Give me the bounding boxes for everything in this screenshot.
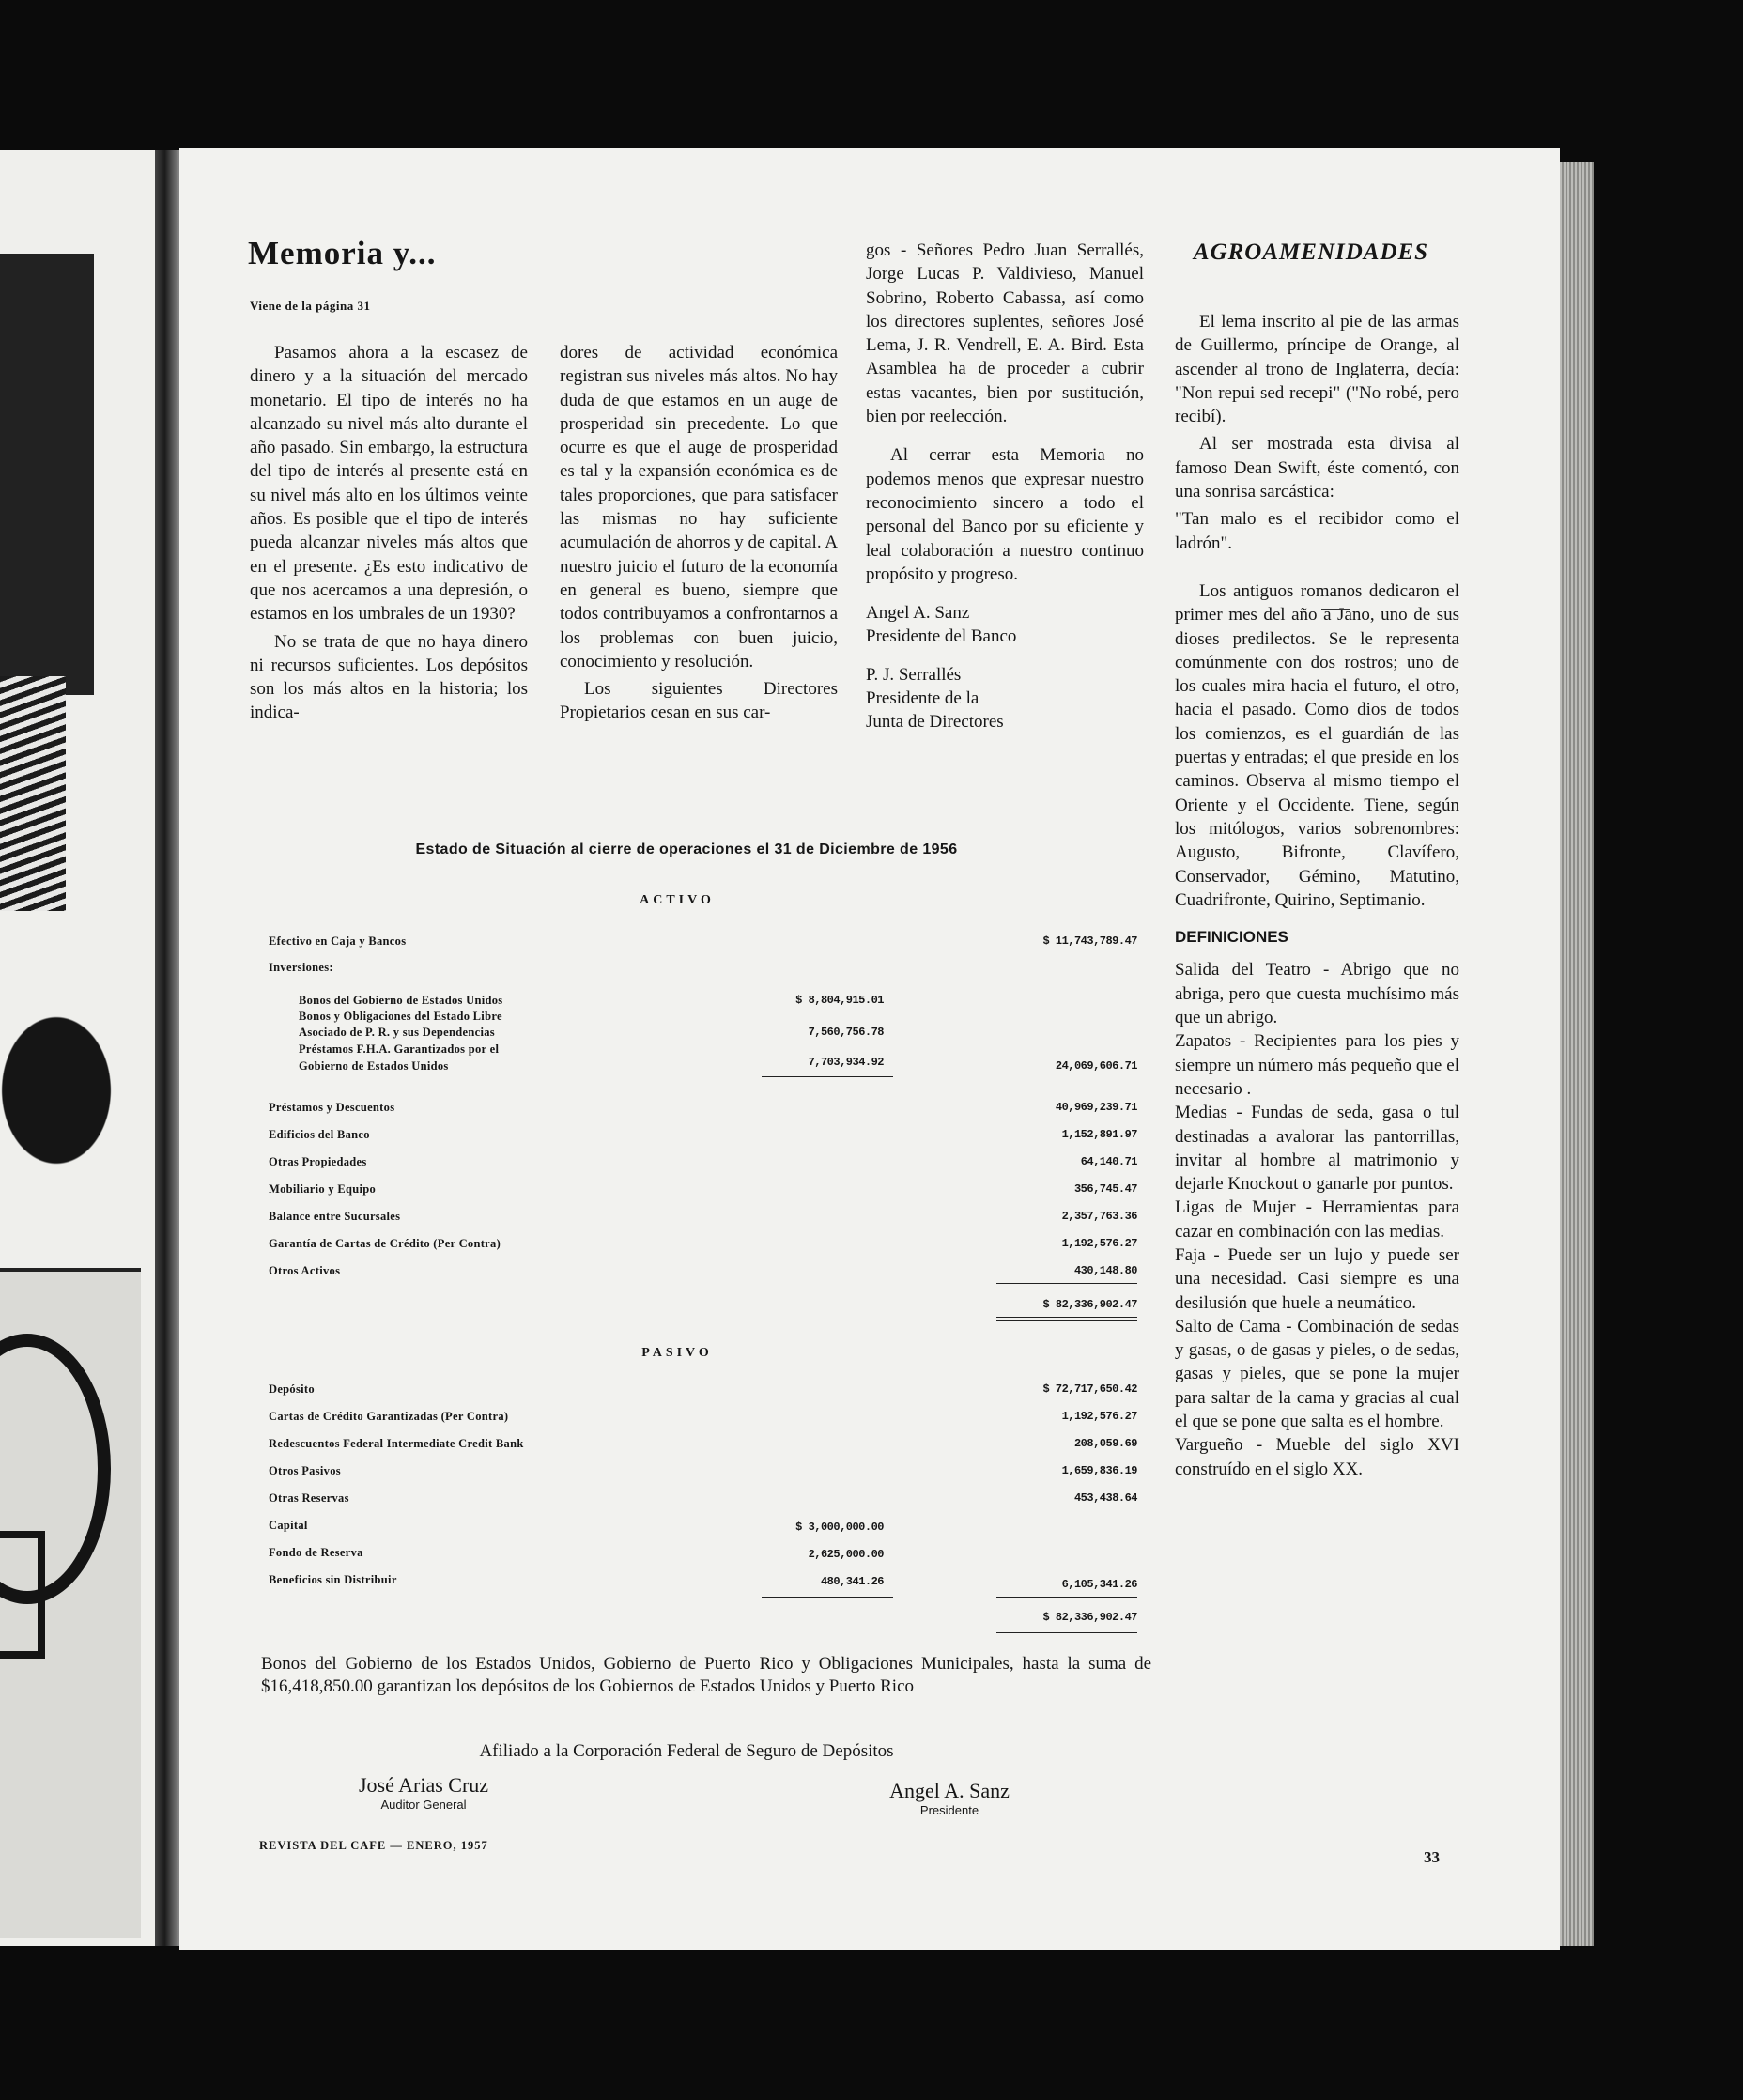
inversiones-total: 24,069,606.71 xyxy=(1055,1059,1137,1073)
deposito-total: $ 72,717,650.42 xyxy=(1042,1382,1137,1396)
magazine-footer: REVISTA DEL CAFE — ENERO, 1957 xyxy=(259,1839,488,1852)
inversiones-label: Inversiones: xyxy=(269,961,333,974)
signer-title: Presidente del Banco xyxy=(866,626,1017,647)
total-rule xyxy=(996,1597,1137,1598)
paragraph: Pasamos ahora a la escasez de dinero y a la situación del mercado monetario. El tipo de interés no ha alcanzado su nivel más alto durante el año pasado. Sin embargo, la estructura del tipo de interés al presente está en su nivel más alto en los últimos veinte años. Es posible que el tipo de interés pueda alcanzar niveles más altos que en el presente. ¿Es esto indicativo de que nos acercamos a una depresión, o estamos en los umbrales de un 1930? xyxy=(250,343,528,625)
otros-activos-total: 430,148.80 xyxy=(1073,1264,1137,1277)
illustration-frame xyxy=(0,1531,45,1659)
activo-grand-total: $ 82,336,902.47 xyxy=(1042,1298,1137,1311)
balance-label: Balance entre Sucursales xyxy=(269,1210,401,1223)
otras-propiedades-label: Otras Propiedades xyxy=(269,1155,367,1168)
prestamos-fha-amount: 7,703,934.92 xyxy=(808,1056,884,1069)
definition: Faja - Puede ser un lujo y puede ser una necesidad. Casi siempre es una desilusión que huele a neumático. xyxy=(1175,1244,1459,1313)
otros-pasivos-total: 1,659,836.19 xyxy=(1061,1464,1137,1477)
subtotal-rule xyxy=(762,1597,893,1598)
edificios-total: 1,152,891.97 xyxy=(1061,1128,1137,1141)
sidebar-column xyxy=(1175,310,1459,1481)
continued-from: Viene de la página 31 xyxy=(250,299,371,313)
double-rule-bottom xyxy=(996,1632,1137,1633)
signer-name: Angel A. Sanz xyxy=(866,603,970,624)
definition: Vargueño - Mueble del siglo XVI construído en el siglo XX. xyxy=(1175,1435,1459,1479)
article-title: Memoria y... xyxy=(248,235,437,271)
auditor-title: Auditor General xyxy=(380,1798,467,1812)
deposit-guarantee-note: Bonos del Gobierno de los Estados Unidos, Gobierno de Puerto Rico y Obligaciones Municipales, hasta la suma de $16,418,850.00 garantizan los depósitos de los Gobiernos de Estados Unidos y Puerto Rico xyxy=(261,1654,1151,1696)
definition: Ligas de Mujer - Herramientas para cazar en combinación con las medias. xyxy=(1175,1197,1459,1242)
pasivo-heading: PASIVO xyxy=(641,1346,713,1360)
signer-name: P. J. Serrallés xyxy=(866,665,962,686)
book-gutter xyxy=(155,150,179,1946)
affiliation: Afiliado a la Corporación Federal de Seguro de Depósitos xyxy=(479,1741,894,1761)
bonos-obligaciones-label-2: Asociado de P. R. y sus Dependencias xyxy=(299,1026,495,1039)
signer-title: Junta de Directores xyxy=(866,712,1004,733)
illustration-hatched-block xyxy=(0,676,66,911)
sidebar-title: AGROAMENIDADES xyxy=(1193,239,1429,265)
auditor-name: José Arias Cruz xyxy=(358,1773,489,1797)
illustration-dark-block xyxy=(0,254,94,695)
facing-page-illustration xyxy=(0,150,169,1946)
article-column-2 xyxy=(560,341,838,729)
activo-heading: ACTIVO xyxy=(640,893,715,907)
article-column-3 xyxy=(866,239,1144,733)
paragraph: Los antiguos romanos dedicaron el primer mes del año a Jano, uno de sus dioses predilectos. Se le representa comúnmente con dos rostros; uno de los cuales mira hacia el futuro, el otro, hacia el pasado. Como dios de todos los comienzos, es el guardián de las puertas y entradas; el que preside en los caminos. Observa al mismo tiempo el Oriente y el Occidente. Tiene, según los mitólogos, varios sobrenombres: Augusto, Bifronte, Clavífero, Conservador, Gémino, Matutino, Cuadrifronte, Quirino, Septimanio. xyxy=(1175,580,1459,910)
paragraph: No se trata de que no haya dinero ni recursos suficientes. Los depósitos son los más altos en la historia; los indica- xyxy=(250,631,528,723)
signature-1 xyxy=(866,601,1144,648)
otros-activos-label: Otros Activos xyxy=(269,1264,341,1277)
subtotal-rule xyxy=(762,1076,893,1077)
fondo-reserva-label: Fondo de Reserva xyxy=(269,1546,363,1559)
prestamos-fha-label: Préstamos F.H.A. Garantizados por el xyxy=(299,1042,500,1056)
paragraph: Al cerrar esta Memoria no podemos menos que expresar nuestro reconocimiento sincero a todo el personal del Banco por su eficiente y leal colaboración a nuestro continuo propósito y progreso. xyxy=(866,445,1144,584)
page-number: 33 xyxy=(1424,1848,1440,1866)
definition: Zapatos - Recipientes para los pies y siempre un número más pequeño que el necesario . xyxy=(1175,1031,1459,1099)
separator-dash xyxy=(1321,609,1350,610)
definition: Salida del Teatro - Abrigo que no abriga, pero que cuesta muchísimo más que un abrigo. xyxy=(1175,960,1459,1028)
definitions-title: DEFINICIONES xyxy=(1175,928,1288,947)
paragraph: El lema inscrito al pie de las armas de Guillermo, príncipe de Orange, al ascender al trono de Inglaterra, decía: "Non repui sed recepi" ("No robé, pero recibí). xyxy=(1175,312,1459,427)
double-rule-top xyxy=(996,1317,1137,1318)
garantia-label: Garantía de Cartas de Crédito (Per Contra) xyxy=(269,1237,501,1250)
illustration-figure xyxy=(0,977,141,1183)
redescuentos-total: 208,059.69 xyxy=(1073,1437,1137,1450)
paragraph: Los siguientes Directores Propietarios cesan en sus car- xyxy=(560,679,838,723)
pasivo-grand-total: $ 82,336,902.47 xyxy=(1042,1611,1137,1624)
efectivo-total: $ 11,743,789.47 xyxy=(1042,934,1137,948)
paragraph: dores de actividad económica registran sus niveles más altos. No hay duda de que estamos en un auge de prosperidad sin precedente. Lo que ocurre es que el auge de prosperidad es tal y la expansión económica es de tales proporciones, que para satisfacer las mismas no hay suficiente acumulación de ahorros y de capital. A nuestro juicio el futuro de la economía en general es bueno, siempre que todos contribuyamos a confrontarnos a los problemas con buen juicio, conocimiento y resolución. xyxy=(560,343,838,672)
otras-reservas-label: Otras Reservas xyxy=(269,1491,349,1505)
garantia-total: 1,192,576.27 xyxy=(1061,1237,1137,1250)
definition: Salto de Cama - Combinación de sedas y gasas, o de gasas y pieles, o de sedas, gasas y pieles, que se pone la mujer para saltar de la cama y gracias al cual el que se pone que salta es el hombre. xyxy=(1175,1316,1459,1432)
otros-pasivos-label: Otros Pasivos xyxy=(269,1464,341,1477)
article-column-1 xyxy=(250,341,528,729)
mobiliario-label: Mobiliario y Equipo xyxy=(269,1182,377,1196)
spacer xyxy=(1175,559,1459,579)
efectivo-label: Efectivo en Caja y Bancos xyxy=(269,934,407,948)
total-rule xyxy=(996,1283,1137,1284)
prestamos-label: Préstamos y Descuentos xyxy=(269,1101,395,1114)
mobiliario-total: 356,745.47 xyxy=(1073,1182,1137,1196)
prestamos-fha-label-2: Gobierno de Estados Unidos xyxy=(299,1059,449,1073)
auditor-signature xyxy=(330,1773,517,1812)
beneficios-total: 6,105,341.26 xyxy=(1061,1578,1137,1591)
quote: "Tan malo es el recibidor como el ladrón". xyxy=(1175,509,1459,553)
otras-propiedades-total: 64,140.71 xyxy=(1080,1155,1137,1168)
president-title: Presidente xyxy=(919,1803,979,1817)
prestamos-total: 40,969,239.71 xyxy=(1055,1101,1137,1114)
capital-label: Capital xyxy=(269,1519,308,1532)
statement-title: Estado de Situación al cierre de operaciones el 31 de Diciembre de 1956 xyxy=(415,842,958,857)
beneficios-label: Beneficios sin Distribuir xyxy=(269,1573,397,1586)
cartas-credito-total: 1,192,576.27 xyxy=(1061,1410,1137,1423)
president-signature xyxy=(856,1779,1043,1817)
paragraph: Al ser mostrada esta divisa al famoso Dean Swift, éste comentó, con una sonrisa sarcástica: xyxy=(1175,434,1459,502)
paragraph: gos - Señores Pedro Juan Serrallés, Jorge Lucas P. Valdivieso, Manuel Sobrino, Roberto Cabassa, así como los directores suplentes, señores José Lema, J. R. Vendrell, E. A. Bird. Esta Asamblea ha de proceder a cubrir estas vacantes, bien por sustitución, bien por reelección. xyxy=(866,240,1144,427)
bonos-obligaciones-label: Bonos y Obligaciones del Estado Libre xyxy=(299,1010,502,1023)
balance-total: 2,357,763.36 xyxy=(1061,1210,1137,1223)
deposito-label: Depósito xyxy=(269,1382,315,1396)
capital-amount: $ 3,000,000.00 xyxy=(795,1521,884,1534)
redescuentos-label: Redescuentos Federal Intermediate Credit Bank xyxy=(269,1437,524,1450)
definition: Medias - Fundas de seda, gasa o tul destinadas a avalorar las pantorrillas, invitar al hombre al matrimonio y dejarle Knockout o ganarle por puntos. xyxy=(1175,1103,1459,1195)
bonos-gobierno-label: Bonos del Gobierno de Estados Unidos xyxy=(299,994,503,1007)
president-name: Angel A. Sanz xyxy=(889,1779,1010,1802)
bonos-obligaciones-amount: 7,560,756.78 xyxy=(808,1026,884,1039)
fondo-reserva-amount: 2,625,000.00 xyxy=(808,1548,884,1561)
otras-reservas-total: 453,438.64 xyxy=(1073,1491,1137,1505)
signature-2 xyxy=(866,663,1144,733)
page-edges xyxy=(1560,162,1594,1946)
bonos-gobierno-amount: $ 8,804,915.01 xyxy=(795,994,884,1007)
beneficios-amount: 480,341.26 xyxy=(820,1575,884,1588)
magazine-page xyxy=(179,148,1560,1950)
signer-title: Presidente de la xyxy=(866,688,979,709)
edificios-label: Edificios del Banco xyxy=(269,1128,370,1141)
cartas-credito-label: Cartas de Crédito Garantizadas (Per Contra) xyxy=(269,1410,509,1423)
double-rule-bottom xyxy=(996,1320,1137,1321)
